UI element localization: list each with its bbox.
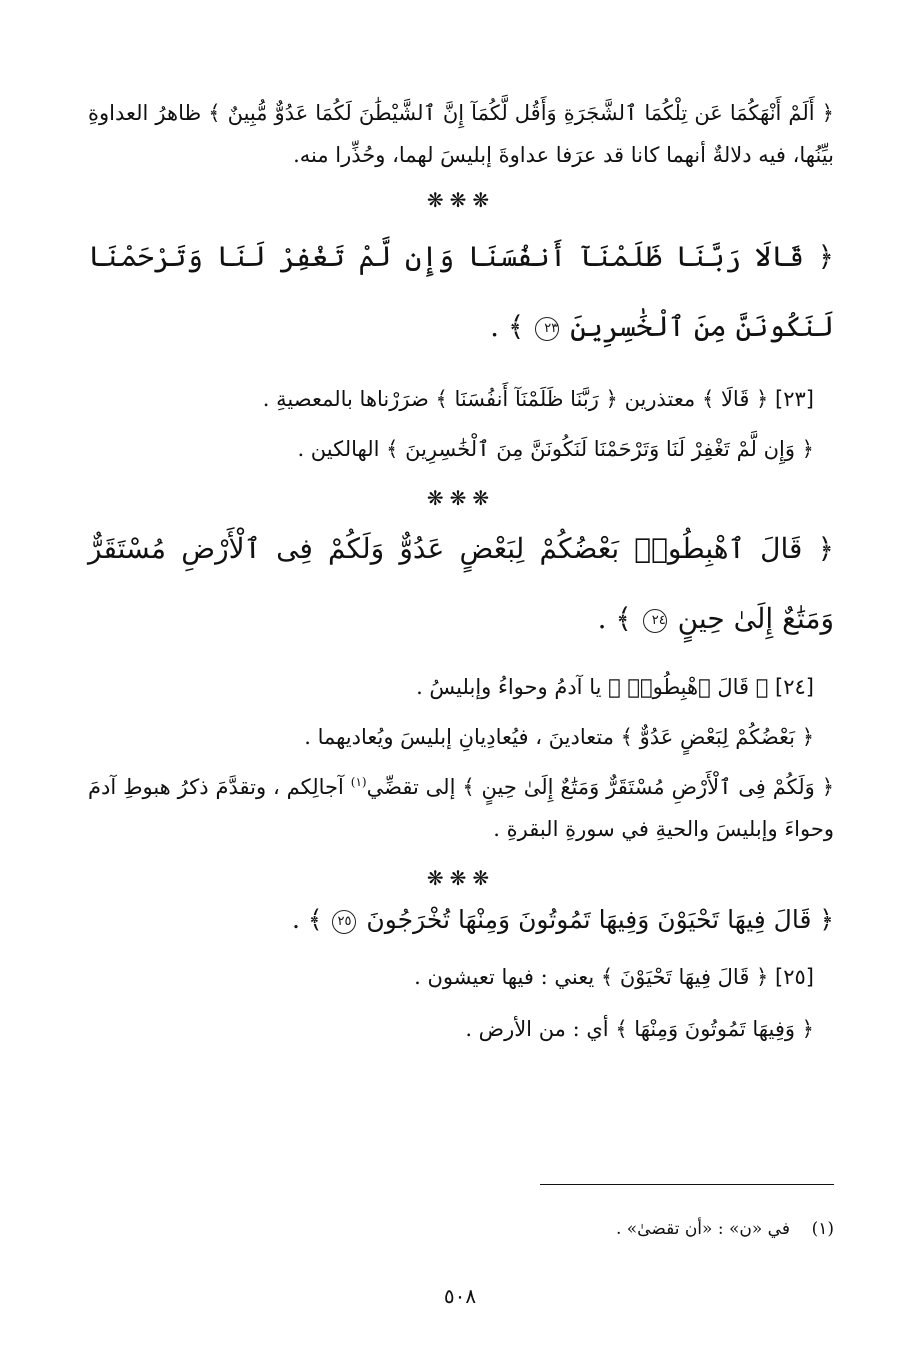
verse-24-end: ﴾ . — [597, 602, 632, 635]
tafsir-25-line-2 — [88, 1008, 834, 1050]
quran-quote: ﴿ أَلَمْ أَنْهَكُمَا عَن تِلْكُمَا ٱلشَّجَرَةِ وَأَقُل لَّكُمَآ إِنَّ ٱلشَّيْطَٰنَ لَكُمَا عَدُوٌّ مُّبِينٌ ﴾ — [208, 101, 834, 125]
ayah-number-25: ٢٥ — [332, 910, 356, 934]
commentary-text: ضرَرْناها بالمعصيةِ . — [262, 387, 429, 411]
footnote-marker: (١) — [811, 1219, 834, 1239]
quran-quote: ﴿ قَالَا ﴾ — [701, 387, 769, 411]
commentary-text: آجالِكم ، وتقدَّمَ ذكرُ هبوطِ آدمَ وحواءَ وإبليسَ والحيةِ في سورةِ البقرةِ . — [88, 775, 834, 841]
page-content — [88, 92, 834, 1050]
verse-ref-25: [٢٥] — [775, 965, 814, 989]
paragraph-verse-22-comment — [88, 92, 834, 176]
ayah-number-24: ٢٤ — [643, 609, 667, 633]
commentary-text: أي : من الأرض . — [465, 1017, 609, 1041]
ayah-number-23: ٢٣ — [535, 317, 559, 341]
commentary-text: متعادينَ ، فيُعادِيانِ إبليسَ ويُعاديهما . — [304, 725, 614, 749]
tafsir-23-line-1 — [88, 378, 834, 420]
verse-ref-23: [٢٣] — [775, 387, 814, 411]
verse-23 — [88, 222, 834, 362]
verse-23-text: ﴿ قَالَا رَبَّنَا ظَلَمْنَآ أَنفُسَنَا وَإِن لَّمْ تَغْفِرْ لَنَا وَتَرْحَمْنَا لَنَكُونَنَّ مِنَ ٱلْخَٰسِرِينَ — [88, 240, 834, 343]
verse-ref-24: [٢٤] — [775, 675, 814, 699]
tafsir-24-line-1 — [88, 666, 834, 708]
quran-quote: ﴿ رَبَّنَا ظَلَمْنَآ أَنفُسَنَا ﴾ — [435, 387, 618, 411]
tafsir-25-line-1 — [88, 956, 834, 998]
commentary-text: معتذرين — [624, 387, 696, 411]
commentary-text: ظاهرُ العداوةِ بيِّنُها، فيه دلالةٌ أنهما كانا قد عرَفا عداوةَ إبليسَ لهما، وحُذِّرا منه. — [88, 101, 834, 167]
tafsir-23-line-2 — [88, 428, 834, 470]
tafsir-24-line-3 — [88, 766, 834, 850]
commentary-text: الهالكين . — [297, 437, 380, 461]
section-separator: ❋❋❋ — [426, 866, 496, 890]
footnote-reference[interactable]: (١) — [350, 775, 367, 789]
footnote-text: في «ن» : «أن تقضىٰ» . — [615, 1219, 790, 1239]
quran-quote: ﴿ قَالَ فِيهَا تَحْيَوْنَ ﴾ — [600, 965, 769, 989]
commentary-text: يعني : فيها تعيشون . — [414, 965, 595, 989]
section-separator: ❋❋❋ — [426, 486, 496, 510]
footnote-divider — [540, 1184, 834, 1185]
page-number: ٥٠٨ — [443, 1284, 477, 1308]
verse-25-end: ﴾ . — [291, 905, 323, 934]
quran-quote: ﴿ وَإِن لَّمْ تَغْفِرْ لَنَا وَتَرْحَمْنَا لَنَكُونَنَّ مِنَ ٱلْخَٰسِرِينَ ﴾ — [386, 437, 814, 461]
tafsir-24-line-2 — [88, 716, 834, 758]
verse-25-text: ﴿ قَالَ فِيهَا تَحْيَوْنَ وَفِيهَا تَمُوتُونَ وَمِنْهَا تُخْرَجُونَ — [366, 905, 834, 934]
commentary-text: إلى تقضِّي — [366, 775, 456, 799]
verse-24-text: ﴿ قَالَ ٱهْبِطُوا۟ بَعْضُكُمْ لِبَعْضٍ عَدُوٌّ وَلَكُمْ فِى ٱلْأَرْضِ مُسْتَقَرٌّ وَمَتَٰعٌ إِلَىٰ حِينٍ — [88, 532, 834, 635]
quran-quote: ﴿ قَالَ ٱهْبِطُوا۟ ﴾ — [608, 675, 769, 699]
quran-quote: ﴿ بَعْضُكُمْ لِبَعْضٍ عَدُوٌّ ﴾ — [620, 725, 814, 749]
quran-quote: ﴿ وَفِيهَا تَمُوتُونَ وَمِنْهَا ﴾ — [615, 1017, 814, 1041]
footnote — [88, 1216, 834, 1242]
quran-quote: ﴿ وَلَكُمْ فِى ٱلْأَرْضِ مُسْتَقَرٌّ وَمَتَٰعٌ إِلَىٰ حِينٍ ﴾ — [462, 775, 835, 799]
verse-24 — [88, 514, 834, 654]
commentary-text: يا آدمُ وحواءُ وإبليسُ . — [416, 675, 602, 699]
section-separator: ❋❋❋ — [426, 188, 496, 212]
verse-25 — [88, 894, 834, 946]
verse-23-end: ﴾ . — [490, 310, 525, 343]
